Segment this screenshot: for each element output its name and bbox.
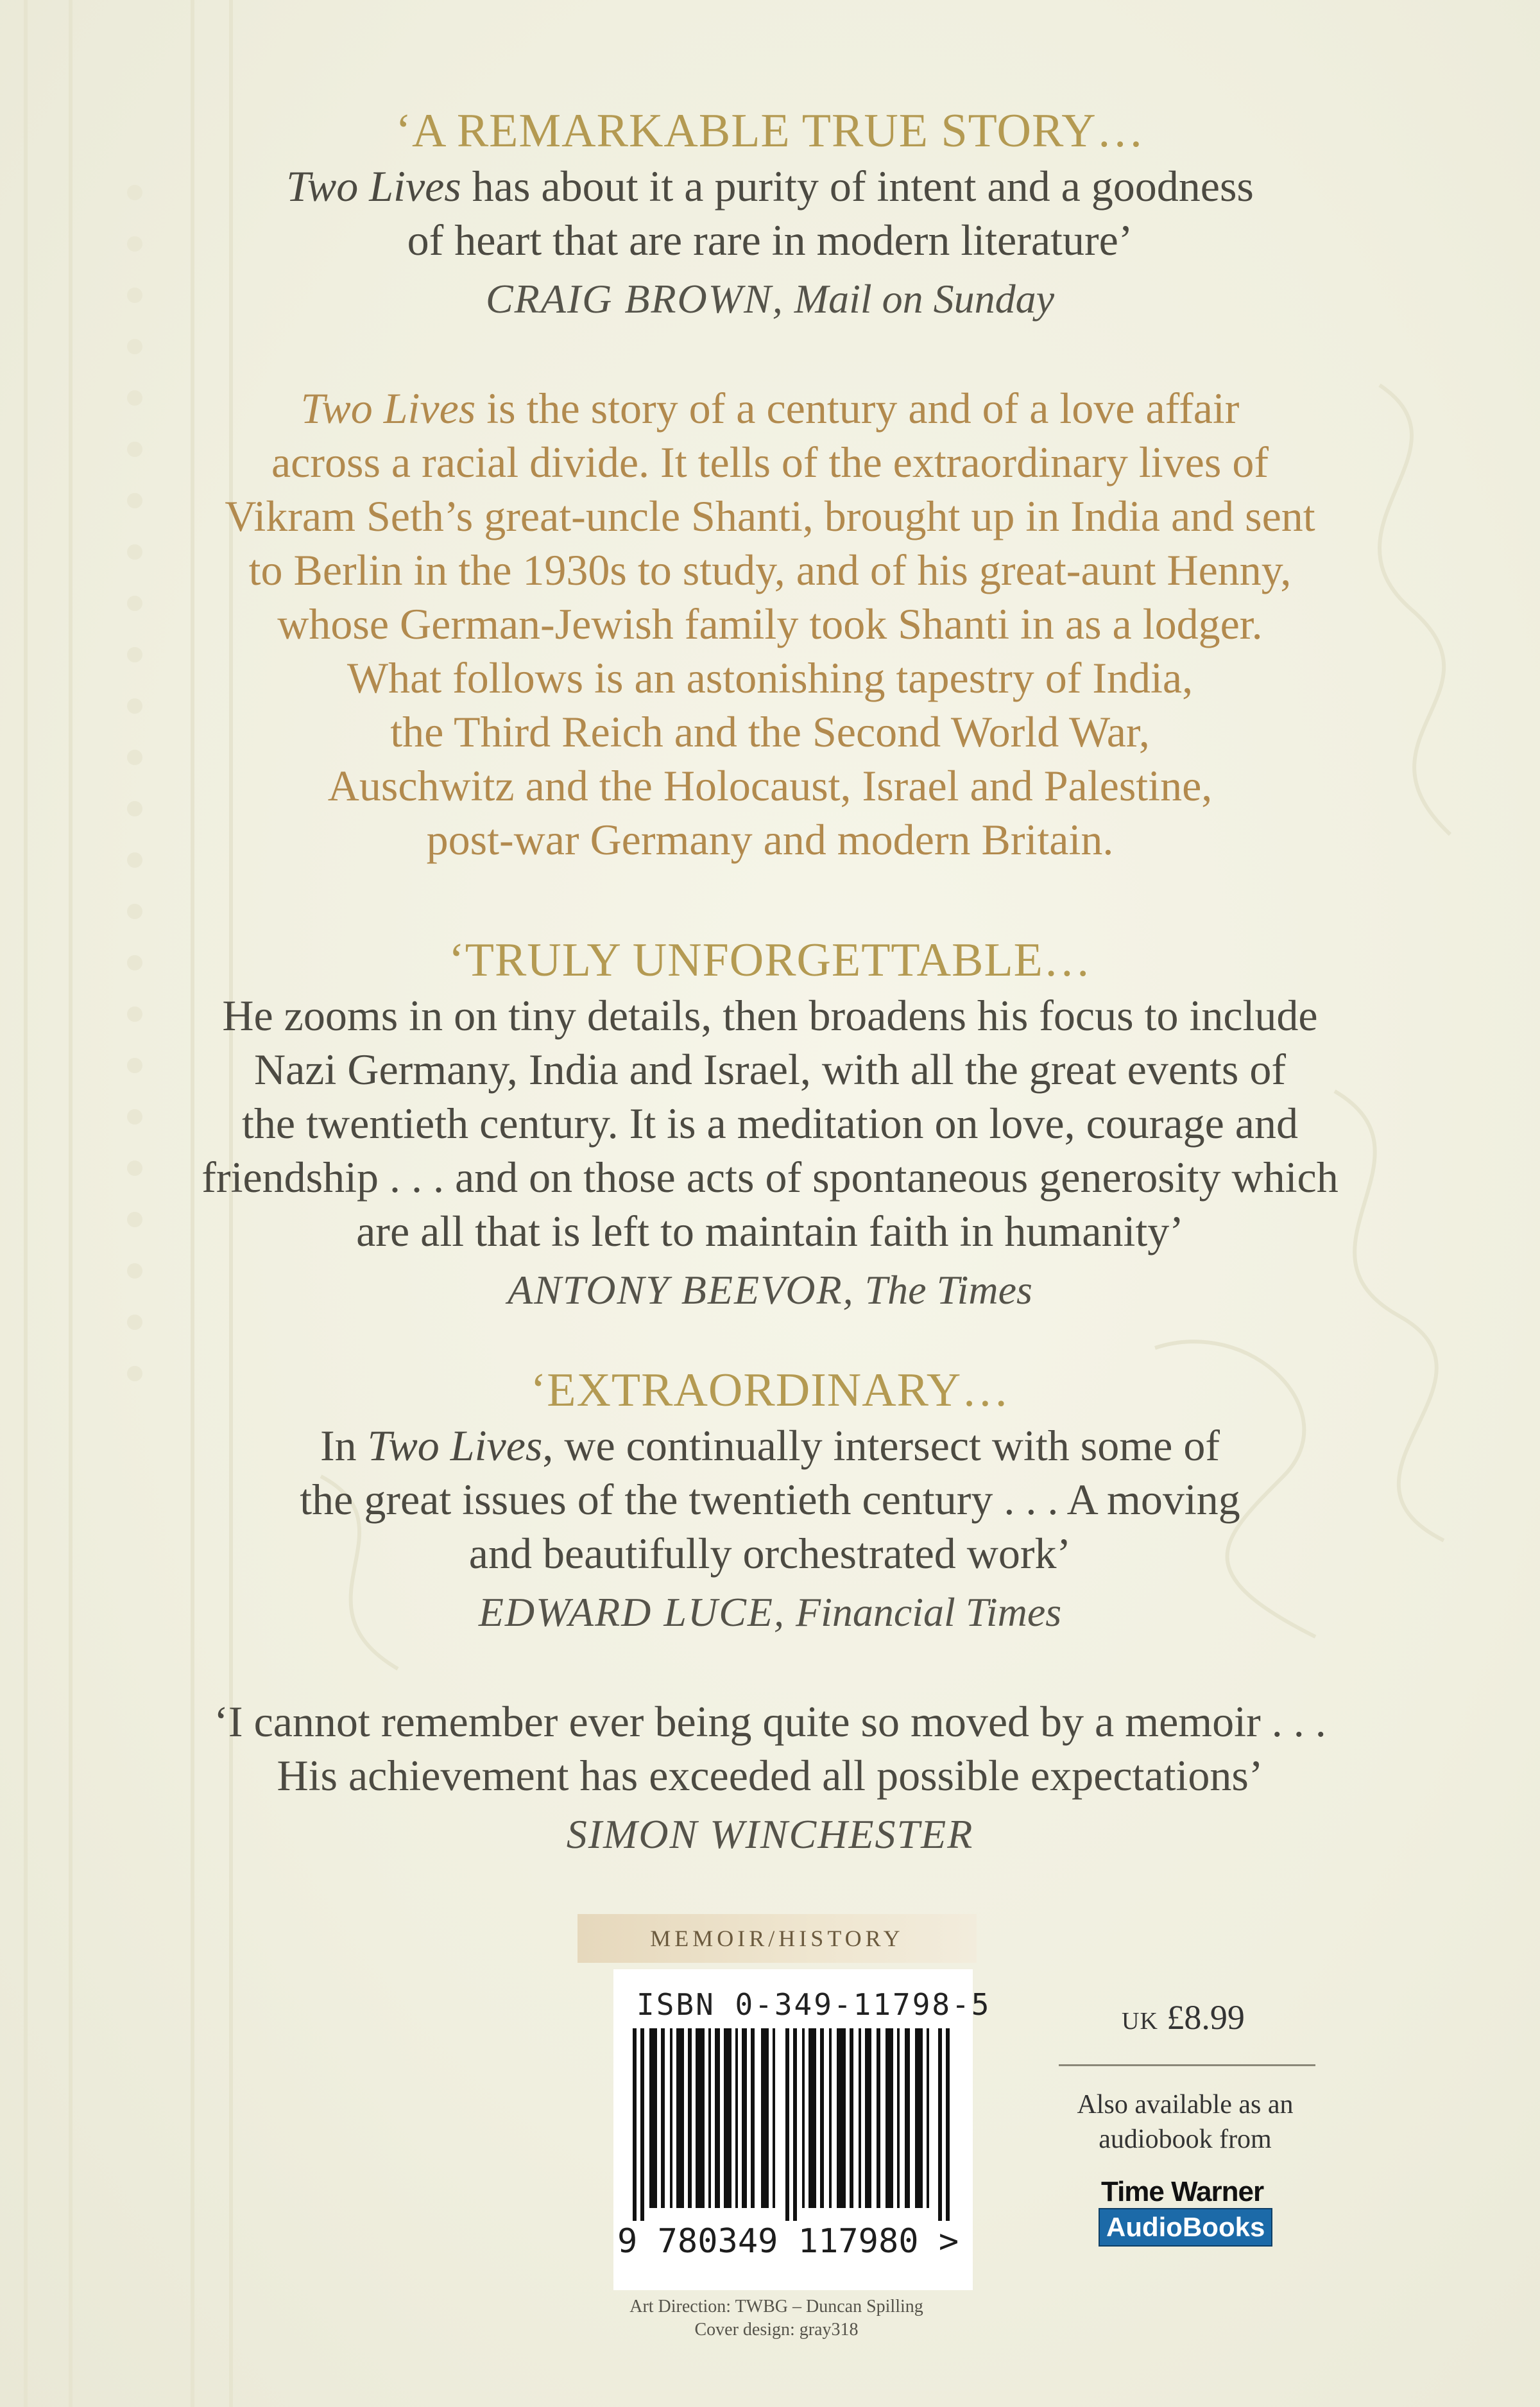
book-title-italic: Two Lives [300, 384, 476, 433]
price-label [1122, 1997, 1245, 2037]
category-label: MEMOIR/HISTORY [578, 1914, 977, 1963]
audiobook-note [1034, 2087, 1336, 2157]
quote-edward-luce [0, 1362, 1540, 1639]
quote-line: and beautifully orchestrated work’ [468, 1529, 1072, 1578]
quote-headline: ‘EXTRAORDINARY… [530, 1364, 1010, 1417]
credit-line: Cover design: gray318 [694, 2320, 859, 2340]
price-region: UK [1122, 2008, 1158, 2035]
attribution-author: SIMON WINCHESTER [566, 1811, 974, 1857]
quote-line: are all that is left to maintain faith in humanity’ [356, 1207, 1184, 1255]
credit-line: Art Direction: TWBG – Duncan Spilling [629, 2297, 923, 2316]
quote-line [0, 1419, 1540, 1472]
barcode-icon [633, 2028, 954, 2221]
attribution-source: The Times [864, 1267, 1032, 1313]
summary-line: the Third Reich and the Second World War, [390, 707, 1150, 756]
summary-line: across a racial divide. It tells of the extraordinary lives of [271, 438, 1269, 487]
summary-line: What follows is an astonishing tapestry of India, [346, 653, 1194, 702]
quote-attribution [0, 1263, 1540, 1317]
audiobook-line: Also available as an [1077, 2090, 1294, 2119]
price-amount: £8.99 [1167, 1998, 1245, 2037]
summary-line [0, 381, 1540, 435]
isbn-number: ISBN 0-349-11798-5 [637, 1987, 991, 2022]
publisher-logo-top: Time Warner [1101, 2176, 1264, 2207]
book-title-italic: Two Lives [286, 162, 461, 211]
quote-antony-beevor [0, 932, 1540, 1317]
quote-line: ‘I cannot remember ever being quite so moved by a memoir . . . [214, 1697, 1326, 1746]
attribution-source: Financial Times [795, 1589, 1062, 1635]
book-title-italic: Two Lives [367, 1421, 543, 1470]
book-summary [0, 381, 1540, 867]
publisher-logo-badge: AudioBooks [1099, 2208, 1272, 2247]
quote-attribution [0, 1807, 1540, 1861]
summary-line: Vikram Seth’s great-uncle Shanti, brought up in India and sent [225, 492, 1315, 540]
quote-text: In [320, 1421, 368, 1470]
audiobook-line: audiobook from [1099, 2125, 1272, 2154]
quote-craig-brown [0, 103, 1540, 326]
quote-line: Nazi Germany, India and Israel, with all the great events of [253, 1045, 1287, 1094]
summary-line: post-war Germany and modern Britain. [426, 815, 1114, 864]
quote-line: the twentieth century. It is a meditation on love, courage and [242, 1099, 1298, 1148]
summary-line: whose German-Jewish family took Shanti in as a lodger. [277, 600, 1263, 648]
quote-attribution [0, 1585, 1540, 1639]
quote-headline: ‘TRULY UNFORGETTABLE… [449, 934, 1091, 987]
attribution-author: CRAIG BROWN, [485, 276, 784, 322]
attribution-author: EDWARD LUCE, [478, 1589, 785, 1635]
quote-line: friendship . . . and on those acts of spontaneous generosity which [201, 1153, 1339, 1202]
quote-attribution [0, 272, 1540, 326]
quote-line: He zooms in on tiny details, then broadens his focus to include [222, 991, 1318, 1040]
quote-line [0, 159, 1540, 213]
quote-text: has about it a purity of intent and a goodness [461, 162, 1254, 211]
quote-line: of heart that are rare in modern literature’ [407, 216, 1133, 264]
summary-line: to Berlin in the 1930s to study, and of his great-aunt Henny, [248, 546, 1292, 594]
design-credits [501, 2295, 1052, 2342]
quote-text: , we continually intersect with some of [542, 1421, 1220, 1470]
quote-headline: ‘A REMARKABLE TRUE STORY… [395, 105, 1145, 157]
ean-number: 9 780349 117980 > [617, 2222, 959, 2261]
quote-line: His achievement has exceeded all possible expectations’ [277, 1751, 1263, 1800]
summary-text: is the story of a century and of a love affair [475, 384, 1240, 433]
quote-simon-winchester [0, 1695, 1540, 1861]
summary-line: Auschwitz and the Holocaust, Israel and Palestine, [327, 761, 1213, 810]
divider [1059, 2064, 1315, 2066]
attribution-author: ANTONY BEEVOR, [508, 1267, 855, 1313]
attribution-source: Mail on Sunday [794, 276, 1055, 322]
quote-line: the great issues of the twentieth century . . . A moving [300, 1475, 1240, 1524]
